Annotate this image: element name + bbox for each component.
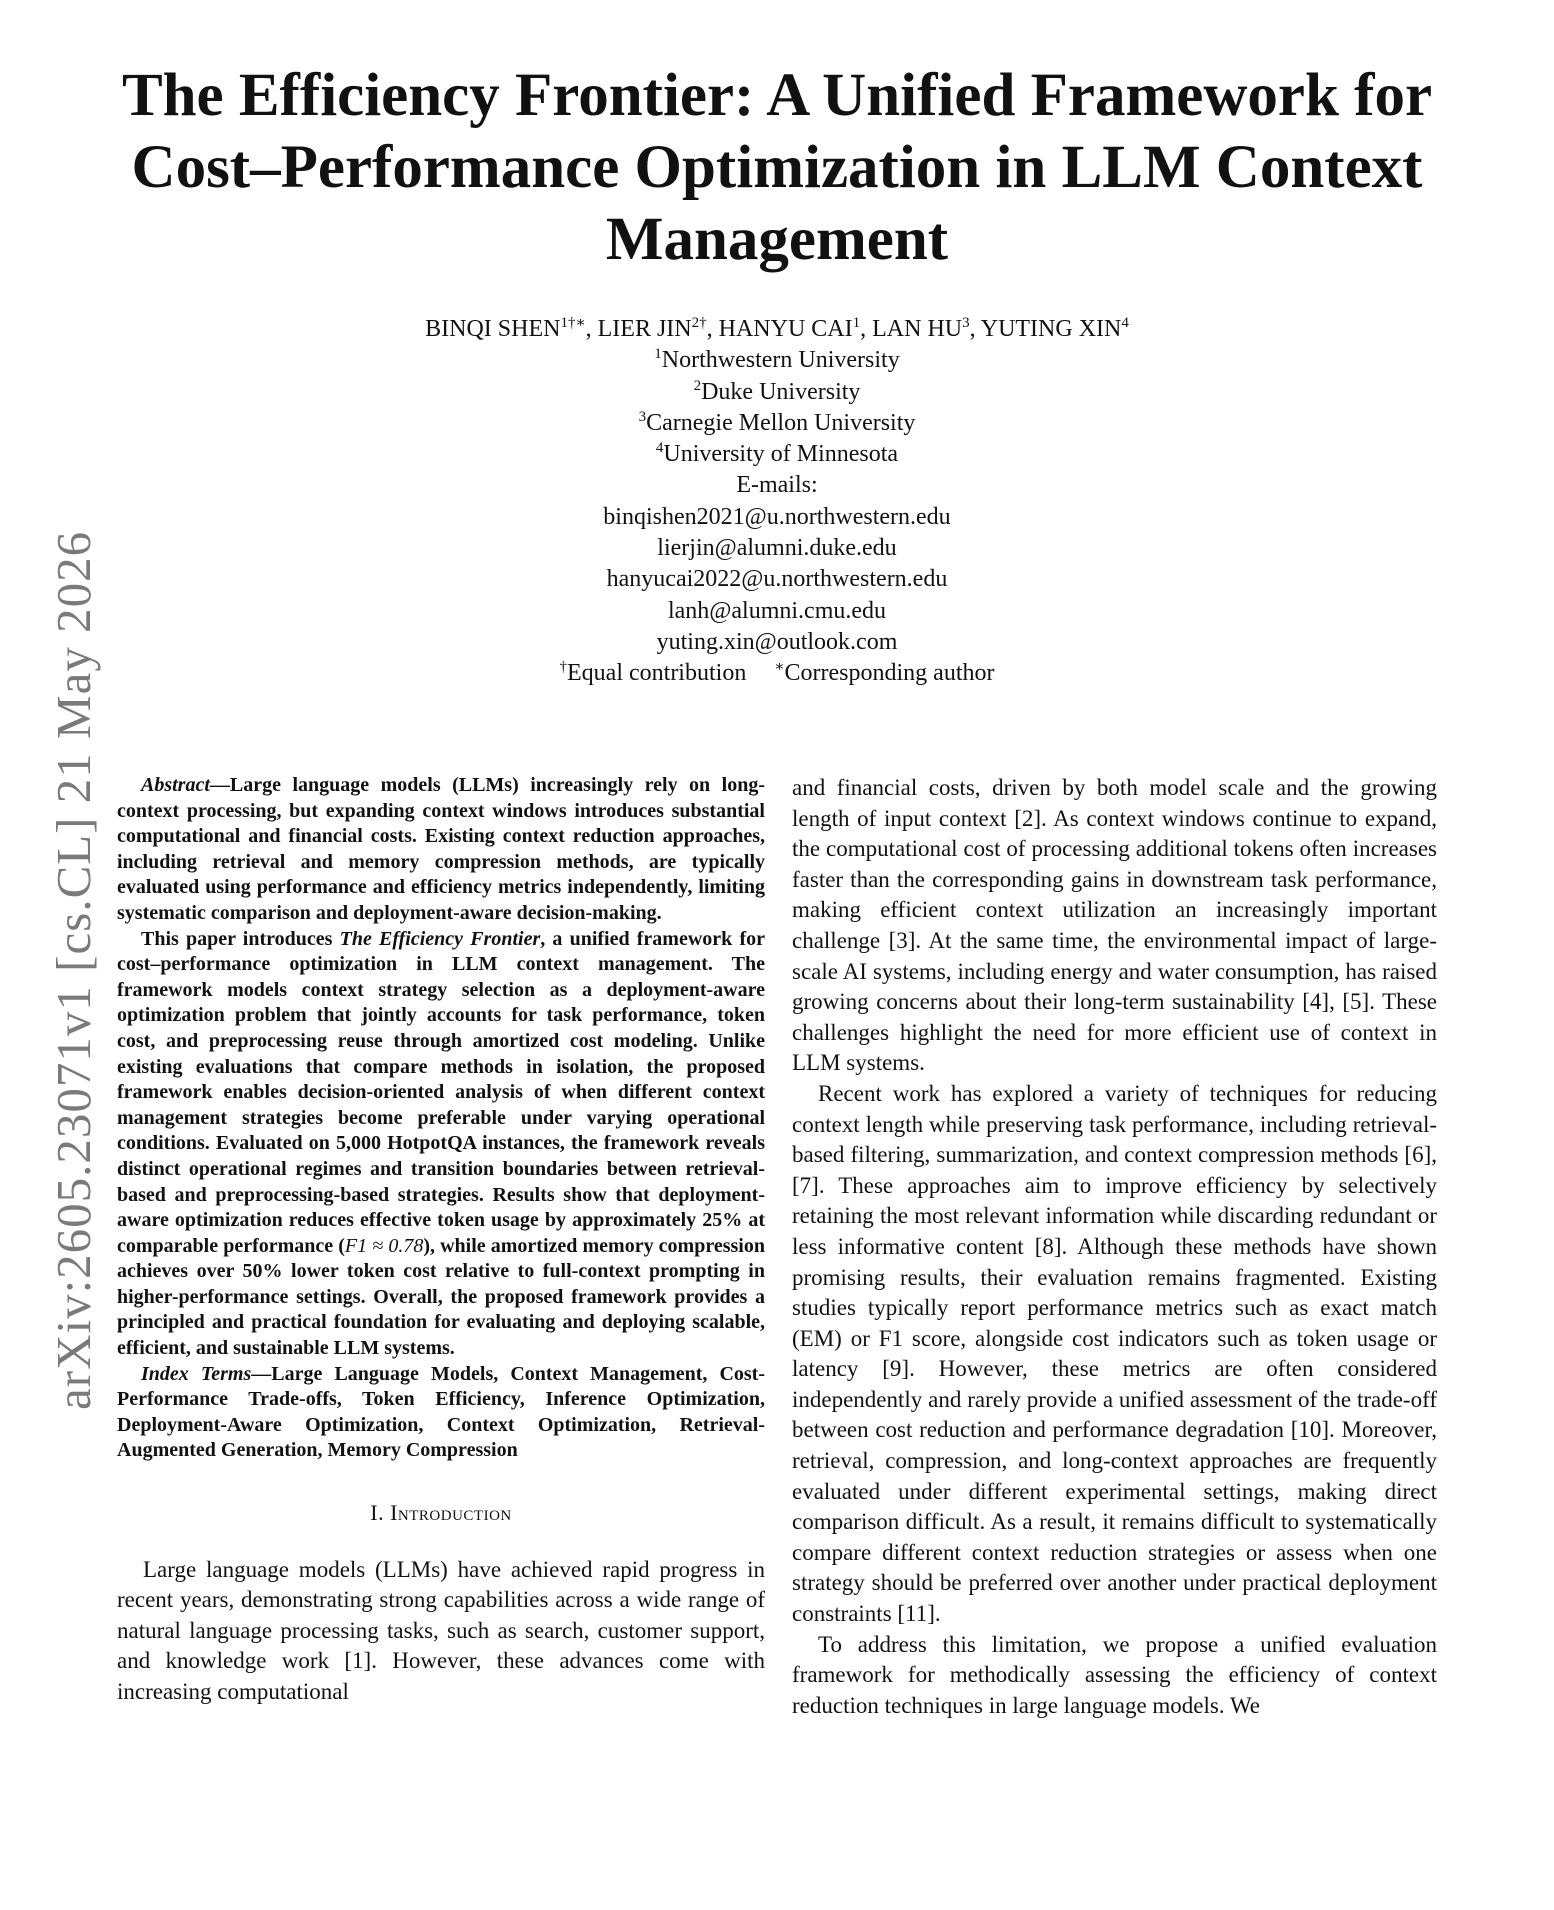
affiliation: $^2$Duke University xyxy=(693,377,861,405)
author-name: BINQI SHEN xyxy=(425,316,561,342)
email-address[interactable]: lanh@alumni.cmu.edu xyxy=(667,597,887,624)
index-terms-label: Index Terms xyxy=(141,1362,252,1385)
body-paragraph: Large language models (LLMs) have achieved rapid progress in recent years, demonstrating strong capabilities across a wide range of natural language processing tasks, such as search, customer support, and knowledge work [1]. However, these advances come with increasing computational xyxy=(117,1556,765,1704)
abstract-label: Abstract xyxy=(141,774,210,796)
arxiv-identifier[interactable]: arXiv:2605.23071v1 [cs.CL] 21 May 2026 xyxy=(46,530,101,1410)
math-inline: F1 ≈ 0.78 xyxy=(344,1234,424,1257)
email-address[interactable]: yuting.xin@outlook.com xyxy=(656,628,898,655)
body-paragraph: To address this limitation, we propose a unified evaluation framework for methodically assessing the efficiency of context reduction techniques in large language models. We xyxy=(792,1631,1437,1718)
author-block xyxy=(100,314,1454,690)
affiliation: $^1$Northwestern University xyxy=(654,346,900,374)
email-address[interactable]: lierjin@alumni.duke.edu xyxy=(657,535,897,562)
author-name: LAN HU xyxy=(872,316,963,342)
emails-label: E-mails: xyxy=(736,472,818,499)
affiliation: $^4$University of Minnesota xyxy=(655,440,899,468)
section-heading: I. Introduction xyxy=(370,1500,512,1526)
abstract-paragraph: This paper introduces The Efficiency Frontier, a unified framework for cost–performance optimization in LLM context management. The framework models context strategy selection as a deployment-aware optimization problem that jointly accounts for task performance, token cost, and preprocessing reuse through amortized cost modeling. Unlike existing evaluations that compare methods in isolation, the proposed framework enables decision-oriented analysis of when different context management strategies become preferable under varying operational conditions. Evaluated on 5,000 HotpotQA instances, the framework reveals distinct operational regimes and transition boundaries between retrieval-based and preprocessing-based strategies. Results show that deployment-aware optimization reduces effective token usage by approximately 25% at comparable performance (F1 ≈ 0.78), while amortized memory compression achieves over 50% lower token cost relative to full-context prompting in higher-performance settings. Overall, the proposed framework provides a principled and practical foundation for evaluating and deploying scalable, efficient, and sustainable LLM systems. xyxy=(117,927,765,1360)
paper-title: The Efficiency Frontier: A Unified Framework for Cost–Performance Optimization in LLM Context Management xyxy=(121,62,1433,273)
email-address[interactable]: hanyucai2022@u.northwestern.edu xyxy=(606,566,948,593)
left-column xyxy=(117,773,765,1708)
body-paragraph: Recent work has explored a variety of techniques for reducing context length while preserving task performance, including retrieval-based filtering, summarization, and context compression methods [6], [7]. These approaches aim to improve efficiency by selectively retaining the most relevant information while discarding redundant or less informative content [8]. Although these methods have shown promising results, their evaluation remains fragmented. Existing studies typically report performance metrics such as exact match (EM) or F1 score, alongside cost indicators such as token usage or latency [9]. However, these metrics are often considered independently and rarely provide a unified assessment of the trade-off between cost reduction and performance degradation [10]. Moreover, retrieval, compression, and long-context approaches are frequently evaluated under different experimental settings, making direct comparison difficult. As a result, it remains difficult to systematically compare different context reduction strategies or assess when one strategy should be preferred over another under practical deployment constraints [11]. xyxy=(792,1080,1437,1627)
abstract-paragraph: Abstract—Large language models (LLMs) increasingly rely on long-context processing, but expanding context windows introduces substantial computational and financial costs. Existing context reduction approaches, including retrieval and memory compression methods, are typically evaluated using performance and efficiency metrics independently, limiting systematic comparison and deployment-aware decision-making. xyxy=(117,774,765,924)
email-address[interactable]: binqishen2021@u.northwestern.edu xyxy=(603,503,951,530)
affiliation: $^3$Carnegie Mellon University xyxy=(638,408,916,436)
author-name: LIER JIN xyxy=(597,316,692,342)
author-list: BINQI $SHEN^{1\dagger∗}$, LIER $JIN^{2\dagger}$, HANYU CAI$^1$, LAN $HU^3$, YUTING XIN$^4$ xyxy=(425,315,1129,342)
index-terms: Index Terms—Large Language Models, Context Management, Cost-Performance Trade-offs, Token Efficiency, Inference Optimization, Deployment-Aware Optimization, Context Optimization, Retrieval-Augmented Generation, Memory Compression xyxy=(117,1362,766,1462)
right-column xyxy=(792,773,1437,1721)
body-paragraph: and financial costs, driven by both model scale and the growing length of input context [2]. As context windows continue to expand, the computational cost of processing additional tokens often increases faster than the corresponding gains in downstream task performance, making efficient context utilization an increasingly important challenge [3]. At the same time, the environmental impact of large-scale AI systems, including energy and water consumption, has raised growing concerns about their long-term sustainability [4], [5]. These challenges highlight the need for more efficient use of context in LLM systems. xyxy=(792,775,1437,1076)
contribution-notes: †Equal contribution ∗Corresponding author xyxy=(559,659,995,687)
author-name: HANYU CAI xyxy=(718,316,853,342)
author-name: YUTING XIN xyxy=(980,316,1122,342)
